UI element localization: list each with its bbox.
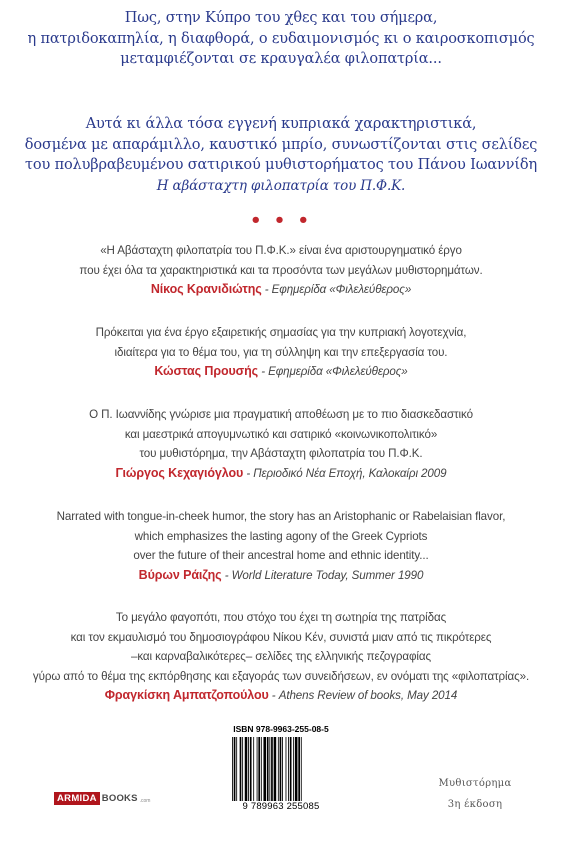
intro-line: μεταμφιέζονται σε κραυγαλέα φιλοπατρία... [120, 51, 442, 67]
review-line: –και καρναβαλικότερες– σελίδες της ελληνικής πεζογραφίας [131, 650, 431, 664]
review-3 [0, 405, 562, 483]
review-source: - Περιοδικό Νέα Εποχή, Καλοκαίρι 2009 [243, 466, 447, 480]
logo-armida: ARMIDA [54, 792, 100, 805]
intro-line: η πατριδοκαπηλία, η διαφθορά, ο ευδαιμονισμός κι ο καιροσκοπισμός [27, 30, 535, 47]
review-line: Ο Π. Ιωαννίδης γνώρισε μια πραγματική αποθέωση με το πιο διασκεδαστικό [89, 408, 473, 421]
publisher-logo [54, 792, 150, 805]
review-4 [0, 507, 562, 585]
intro-line: Πως, στην Κύπρο του χθες και του σήμερα, [124, 10, 438, 26]
intro-paragraph-2 [0, 114, 562, 196]
barcode-bars [232, 737, 330, 801]
intro-line: δοσμένα με απαράμιλλο, καυστικό μπρίο, συνωστίζονται στις σελίδες [24, 136, 538, 153]
book-title-line: Η αβάσταχτη φιλοπατρία του Π.Φ.Κ. [156, 177, 406, 194]
review-author: Γιώργος Κεχαγιόγλου [115, 465, 244, 480]
review-line: γύρω από το θέμα της εκπόρθησης και εξαγοράς των συνειδήσεων, εν ονόματι της «φιλοπατρίας». [32, 669, 530, 683]
review-line: του μυθιστόρημα, την Αβάσταχτη φιλοπατρία του Π.Φ.Κ. [139, 447, 423, 461]
review-attribution [0, 464, 562, 484]
review-line: και μαεστρικά απογυμνωτικό και σατιρικό «κοινωνικοπολιτικό» [124, 427, 438, 441]
edition-label: 3η έκδοση [447, 799, 503, 810]
intro-line: Αυτά κι άλλα τόσα εγγενή κυπριακά χαρακτηριστικά, [85, 116, 477, 132]
review-line: «Η Αβάσταχτη φιλοπατρία του Π.Φ.Κ.» είναι ένα αριστουργηματικό έργο [100, 244, 462, 257]
intro-paragraph-1 [0, 8, 562, 70]
review-source: - Athens Review of books, May 2014 [268, 689, 458, 703]
review-attribution [0, 280, 562, 300]
review-source: - Εφημερίδα «Φιλελεύθερος» [258, 365, 408, 379]
review-author: Νίκος Κρανιδιώτης [150, 282, 262, 297]
review-attribution [0, 566, 562, 586]
isbn-number: ISBN 978-9963-255-08-5 [233, 724, 329, 734]
review-1 [0, 241, 562, 300]
logo-dotcom: .com [139, 797, 151, 804]
review-line: Narrated with tongue-in-cheek humor, the story has an Aristophanic or Rabelaisian flavor, [56, 510, 506, 523]
review-5 [0, 608, 562, 706]
review-attribution [0, 686, 562, 706]
review-attribution [0, 362, 562, 382]
logo-books: BOOKS [101, 793, 138, 804]
review-author: Βύρων Ράιζης [138, 567, 222, 582]
section-divider-dots: • • • [249, 210, 313, 231]
review-author: Κώστας Προυσής [154, 364, 259, 379]
review-author: Φραγκίσκη Αμπατζοπούλου [104, 688, 269, 703]
genre-label: Μυθιστόρημα [438, 778, 512, 789]
review-line: ιδιαίτερα για το θέμα του, για τη σύλληψη και την επεξεργασία του. [114, 345, 448, 359]
barcode-digits: 9 789963 255085 [242, 801, 320, 812]
intro-line: του πολυβραβευμένου σατιρικού μυθιστορήματος του Πάνου Ιωαννίδη [25, 157, 537, 173]
review-2 [0, 323, 562, 382]
isbn-barcode [230, 724, 332, 816]
review-source: - World Literature Today, Summer 1990 [221, 568, 424, 582]
review-line: over the future of their ancestral home and ethnic identity... [133, 549, 429, 563]
review-source: - Εφημερίδα «Φιλελεύθερος» [261, 283, 412, 297]
review-line: which emphasizes the lasting agony of the Greek Cypriots [134, 529, 428, 543]
review-line: Πρόκειται για ένα έργο εξαιρετικής σημασίας για την κυπριακή λογοτεχνία, [95, 326, 467, 339]
review-line: και τον εκμαυλισμό του δημοσιογράφου Νίκου Κέν, συνιστά μιαν από τις πικρότερες [70, 630, 492, 644]
genre-edition [420, 773, 530, 815]
review-line: που έχει όλα τα χαρακτηριστικά και τα προσόντα των μεγάλων μυθιστορημάτων. [79, 263, 483, 277]
review-line: Το μεγάλο φαγοπότι, που στόχο του έχει τη σωτηρία της πατρίδας [115, 611, 447, 624]
